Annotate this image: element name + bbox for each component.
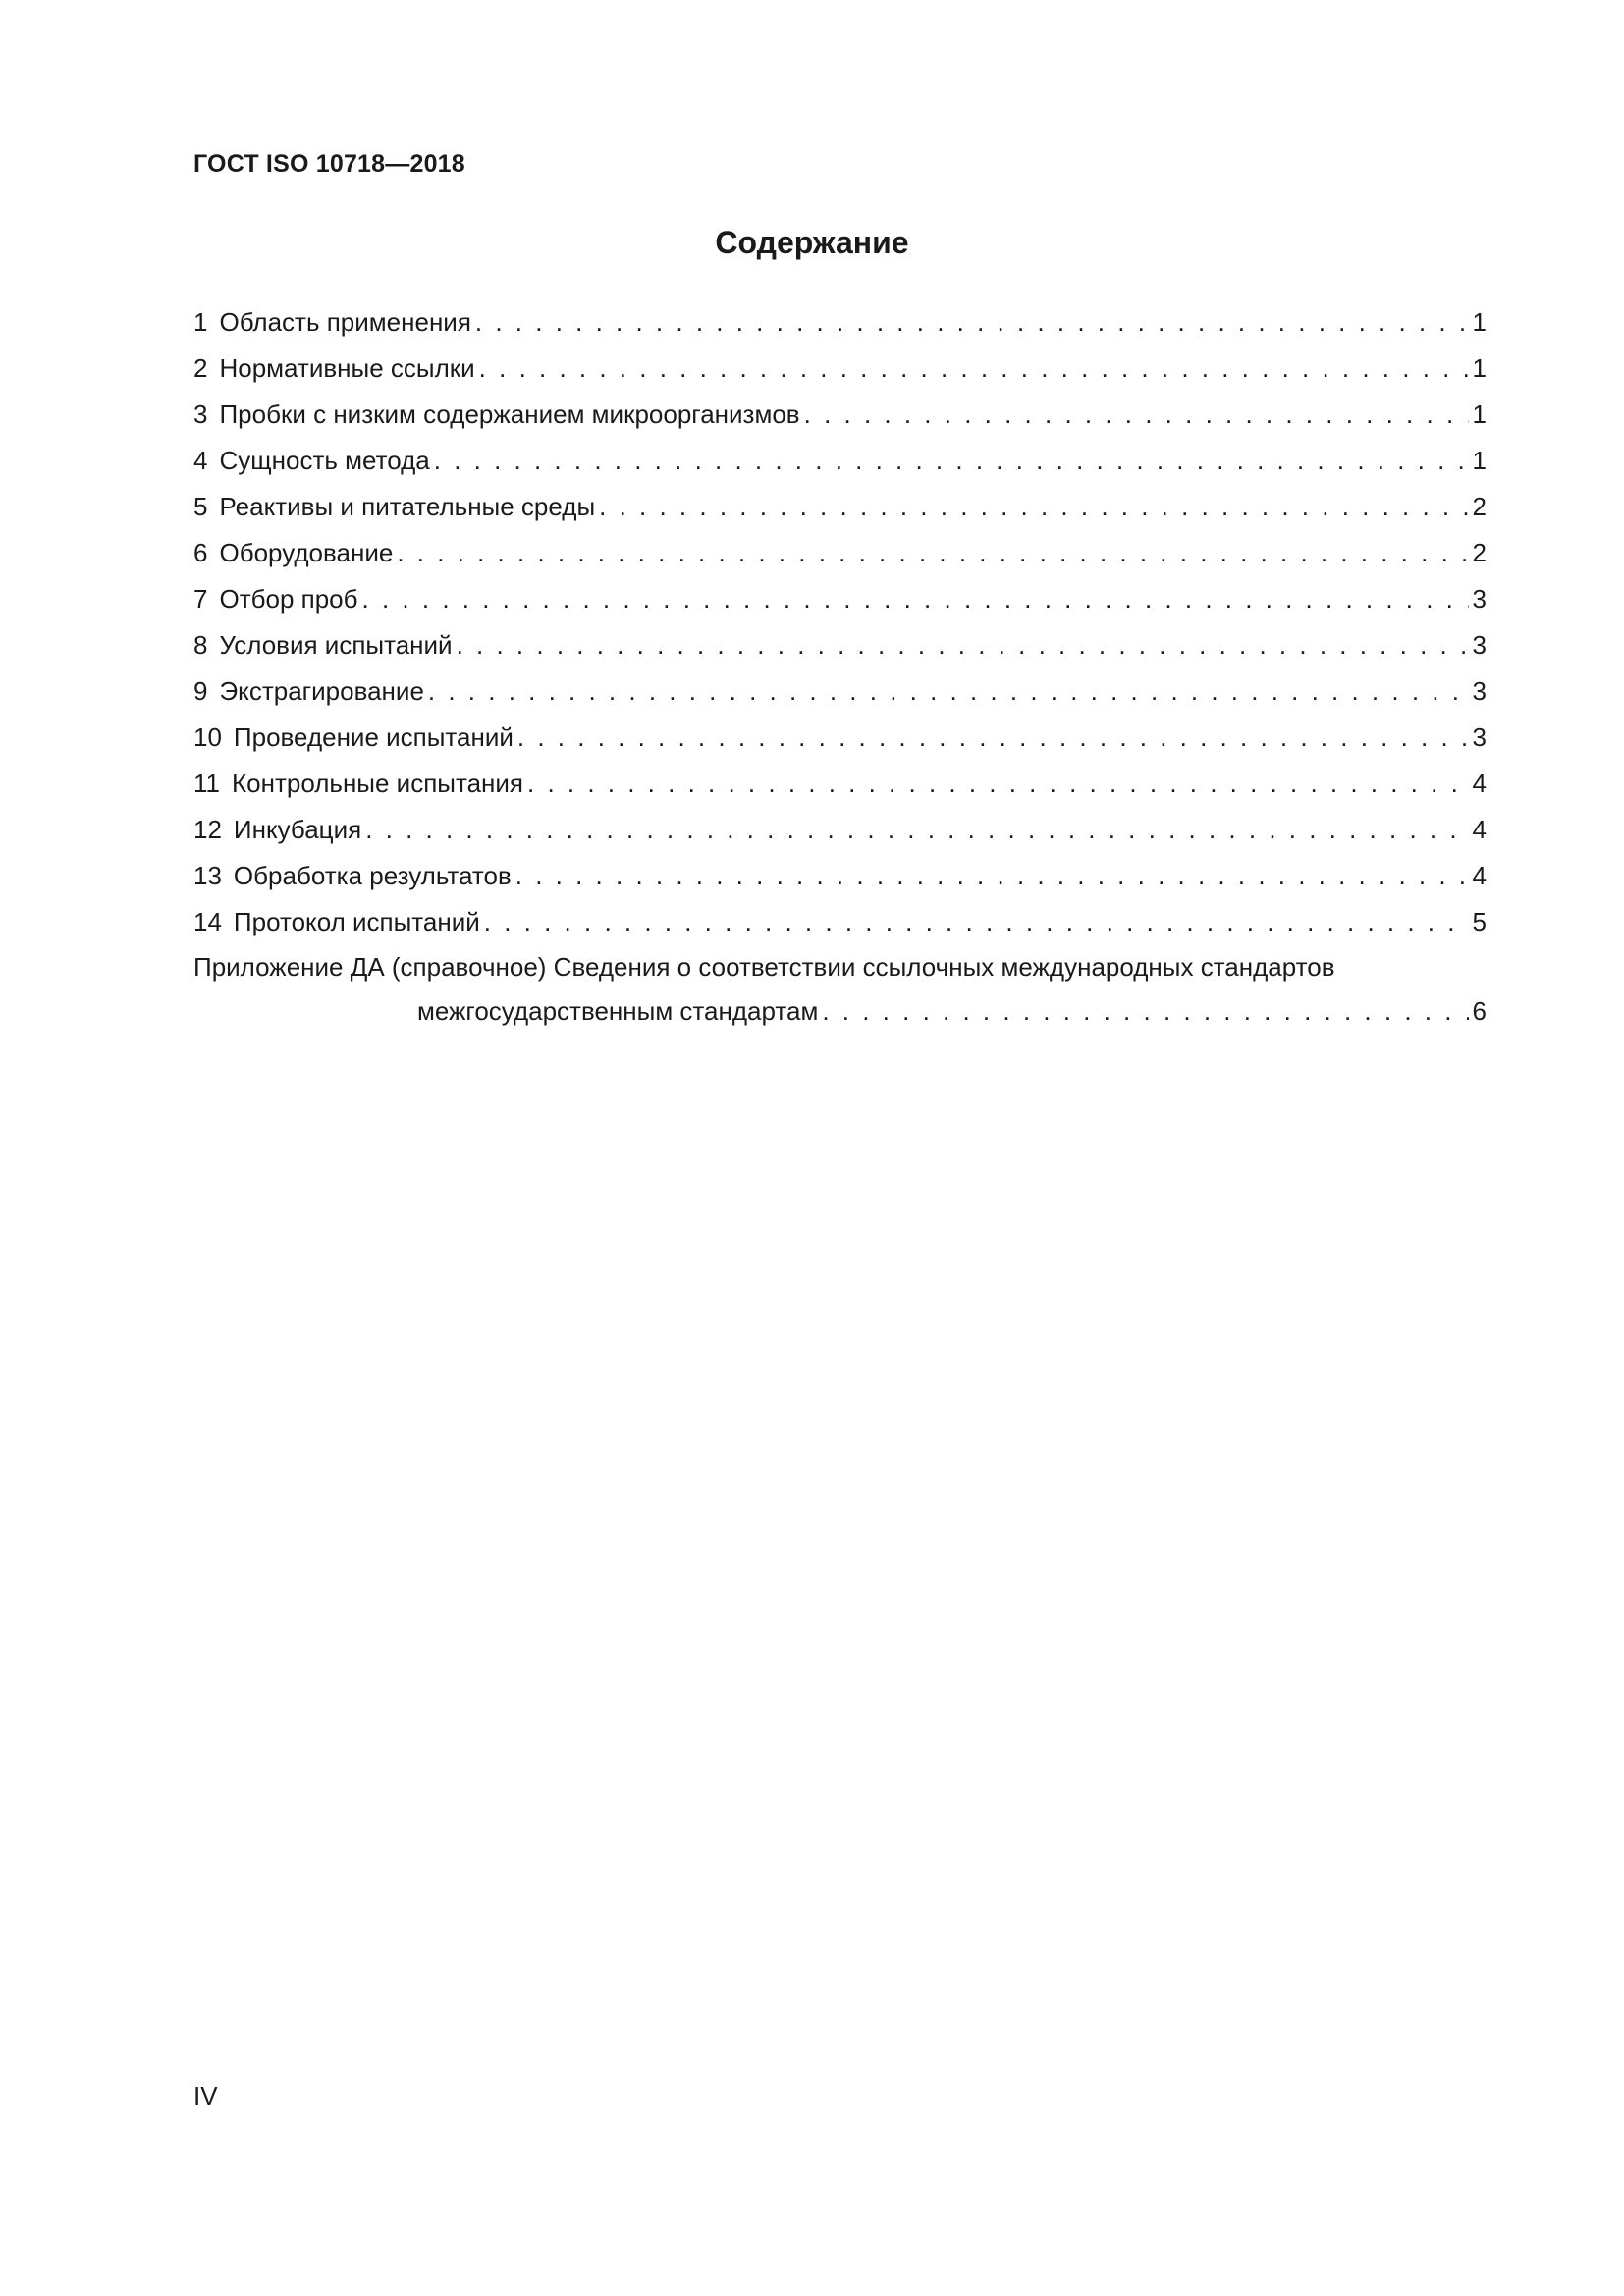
toc-item-number: 6 [193, 538, 208, 567]
toc-item[interactable] [193, 899, 1487, 945]
dot-leader [475, 299, 1469, 346]
toc-item[interactable] [193, 807, 1487, 853]
toc-item-label: Оборудование [219, 538, 394, 567]
toc-item-number: 12 [193, 815, 222, 844]
toc-item[interactable] [193, 668, 1487, 715]
toc-item-label: Экстрагирование [219, 676, 424, 706]
toc-item-number: 11 [193, 769, 220, 798]
toc-item-page: 3 [1472, 630, 1487, 660]
toc-item[interactable] [193, 530, 1487, 576]
toc-item-page: 5 [1472, 907, 1487, 936]
toc-item-label: Отбор проб [219, 584, 358, 614]
toc-item-number: 7 [193, 584, 208, 614]
dot-leader [362, 576, 1469, 622]
dot-leader [804, 392, 1469, 438]
toc-item-label: Контрольные испытания [232, 769, 523, 798]
toc-item-page: 4 [1472, 815, 1487, 844]
toc-item-page: 3 [1472, 676, 1487, 706]
toc-item-number: 10 [193, 722, 222, 752]
dot-leader [822, 989, 1468, 1034]
toc-item-page: 2 [1472, 492, 1487, 521]
toc-item-label: Инкубация [233, 815, 362, 844]
dot-leader [517, 715, 1469, 761]
toc-item-number: 13 [193, 861, 222, 890]
table-of-contents [193, 299, 1487, 1034]
dot-leader [434, 438, 1469, 484]
toc-item-page: 1 [1472, 400, 1487, 429]
toc-item[interactable] [193, 622, 1487, 668]
toc-item[interactable] [193, 299, 1487, 346]
toc-item-page: 4 [1472, 769, 1487, 798]
toc-appendix-item[interactable] [193, 945, 1487, 1034]
toc-item[interactable] [193, 761, 1487, 807]
toc-item-label: Нормативные ссылки [219, 353, 475, 383]
toc-item-number: 14 [193, 907, 222, 936]
dot-leader [484, 899, 1469, 945]
toc-item-page: 1 [1472, 353, 1487, 383]
document-code: ГОСТ ISO 10718—2018 [193, 150, 465, 178]
toc-item[interactable] [193, 438, 1487, 484]
dot-leader [515, 853, 1469, 899]
dot-leader [397, 530, 1468, 576]
page-number: IV [193, 2081, 218, 2110]
toc-item[interactable] [193, 392, 1487, 438]
toc-item-number: 5 [193, 492, 208, 521]
toc-item[interactable] [193, 484, 1487, 530]
appendix-title: Приложение ДА (справочное) Сведения о соответствии ссылочных международных стандартов [193, 952, 1335, 982]
appendix-title-continued: межгосударственным стандартам [417, 996, 819, 1026]
appendix-page: 6 [1472, 996, 1487, 1026]
dot-leader [599, 484, 1468, 530]
toc-item-label: Условия испытаний [219, 630, 453, 660]
dot-leader [365, 807, 1468, 853]
toc-item-page: 1 [1472, 307, 1487, 337]
toc-title: Содержание [715, 225, 909, 260]
toc-item-label: Обработка результатов [233, 861, 512, 890]
toc-item-label: Область применения [219, 307, 471, 337]
toc-item-label: Протокол испытаний [233, 907, 480, 936]
toc-item-label: Сущность метода [219, 446, 430, 475]
toc-item-number: 9 [193, 676, 208, 706]
toc-item-page: 1 [1472, 446, 1487, 475]
dot-leader [527, 761, 1469, 807]
toc-item-label: Пробки с низким содержанием микроорганизмов [219, 400, 800, 429]
toc-item-number: 2 [193, 353, 208, 383]
toc-item-page: 2 [1472, 538, 1487, 567]
toc-item-number: 4 [193, 446, 208, 475]
toc-item-number: 1 [193, 307, 208, 337]
toc-item[interactable] [193, 346, 1487, 392]
dot-leader [479, 346, 1469, 392]
toc-item-page: 3 [1472, 584, 1487, 614]
toc-item-label: Проведение испытаний [233, 722, 514, 752]
toc-item[interactable] [193, 715, 1487, 761]
toc-item[interactable] [193, 576, 1487, 622]
dot-leader [428, 668, 1469, 715]
toc-item-number: 3 [193, 400, 208, 429]
toc-item-number: 8 [193, 630, 208, 660]
toc-item[interactable] [193, 853, 1487, 899]
dot-leader [457, 622, 1469, 668]
toc-item-label: Реактивы и питательные среды [219, 492, 596, 521]
toc-item-page: 4 [1472, 861, 1487, 890]
toc-item-page: 3 [1472, 722, 1487, 752]
